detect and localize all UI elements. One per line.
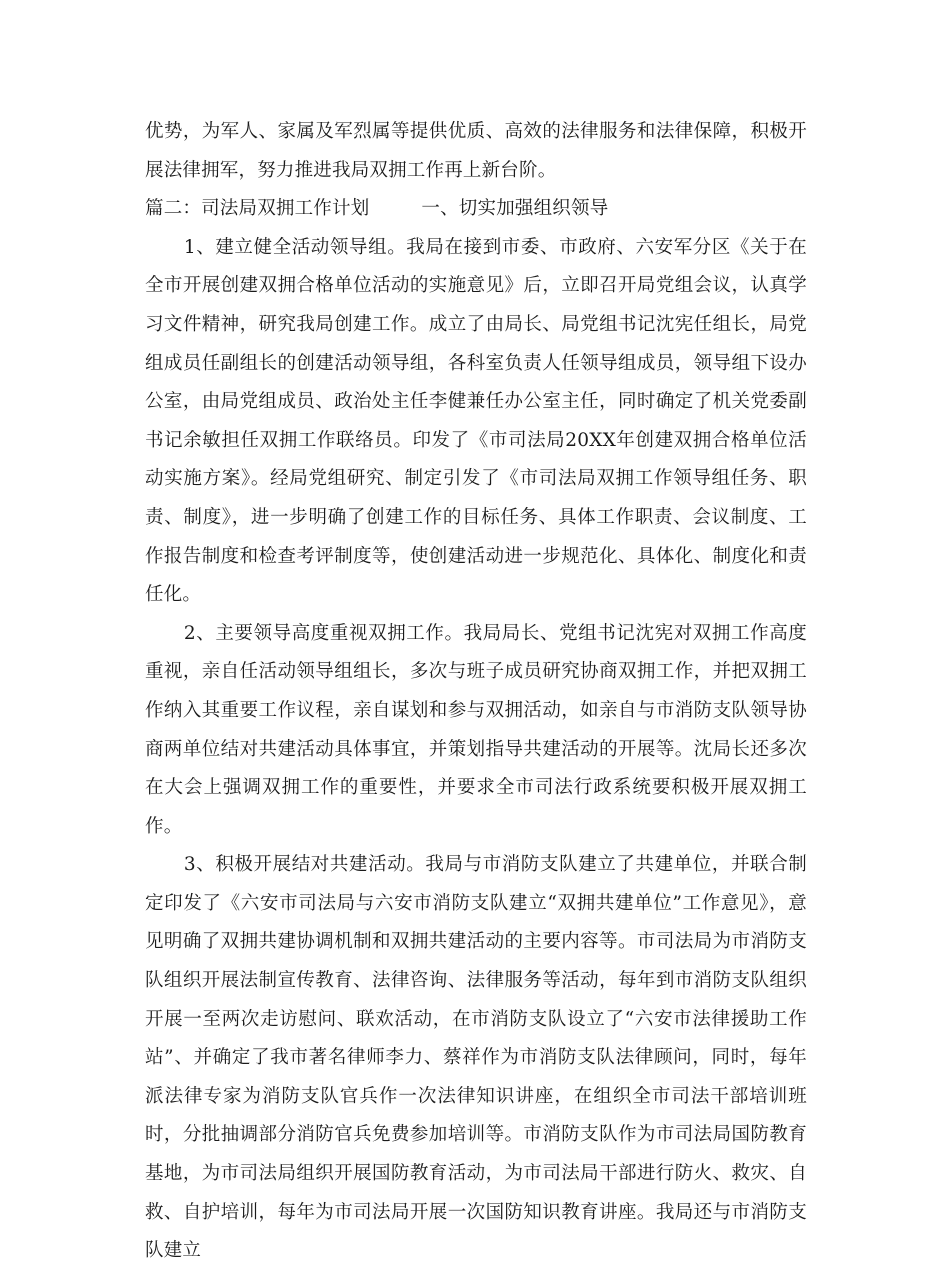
paragraph-item-3: 3、积极开展结对共建活动。我局与市消防支队建立了共建单位，并联合制定印发了《六安市司法局与六安市消防支队建立“双拥共建单位”工作意见》，意见明确了双拥共建协调机制和双拥共建活动的主要内容等。市司法局为市消防支队组织开展法制宣传教育、法律咨询、法律服务等活动，每年到市消防支队组织开展一至两次走访慰问、联欢活动，在市消防支队设立了“六安市法律援助工作站”、并确定了我市著名律师李力、蔡祥作为市消防支队法律顾问，同时，每年派法律专家为消防支队官兵作一次法律知识讲座，在组织全市司法干部培训班时，分批抽调部分消防官兵免费参加培训等。市消防支队作为市司法局国防教育基地，为市司法局组织开展国防教育活动，为市司法局干部进行防火、救灾、自救、自护培训，每年为市司法局开展一次国防知识教育讲座。我局还与市消防支队建立 <box>145 854 807 1262</box>
paragraph-item-1: 1、建立健全活动领导组。我局在接到市委、市政府、六安军分区《关于在全市开展创建双拥合格单位活动的实施意见》后，立即召开局党组会议，认真学习文件精神，研究我局创建工作。成立了由局长、局党组书记沈宪任组长，局党组成员任副组长的创建活动领导组，各科室负责人任领导组成员，领导组下设办公室，由局党组成员、政治处主任李健兼任办公室主任，同时确定了机关党委副书记余敏担任双拥工作联络员。印发了《市司法局20XX年创建双拥合格单位活动实施方案》。经局党组研究、制定引发了《市司法局双拥工作领导组任务、职责、制度》，进一步明确了创建工作的目标任务、具体工作职责、会议制度、工作报告制度和检查考评制度等，使创建活动进一步规范化、具体化、制度化和责任化。 <box>145 236 807 606</box>
section-title: 一、切实加强组织领导 <box>421 198 609 220</box>
document-body <box>145 113 807 1271</box>
section-heading <box>145 190 807 229</box>
paragraph-item-2: 2、主要领导高度重视双拥工作。我局局长、党组书记沈宪对双拥工作高度重视，亲自任活动领导组组长，多次与班子成员研究协商双拥工作，并把双拥工作纳入其重要工作议程，亲自谋划和参与双拥活动，如亲自与市消防支队领导协商两单位结对共建活动具体事宜，并策划指导共建活动的开展等。沈局长还多次在大会上强调双拥工作的重要性，并要求全市司法行政系统要积极开展双拥工作。 <box>145 622 807 837</box>
part-title: 篇二：司法局双拥工作计划 <box>145 198 370 220</box>
paragraph-continuation: 优势，为军人、家属及军烈属等提供优质、高效的法律服务和法律保障，积极开展法律拥军，努力推进我局双拥工作再上新台阶。 <box>145 121 807 181</box>
